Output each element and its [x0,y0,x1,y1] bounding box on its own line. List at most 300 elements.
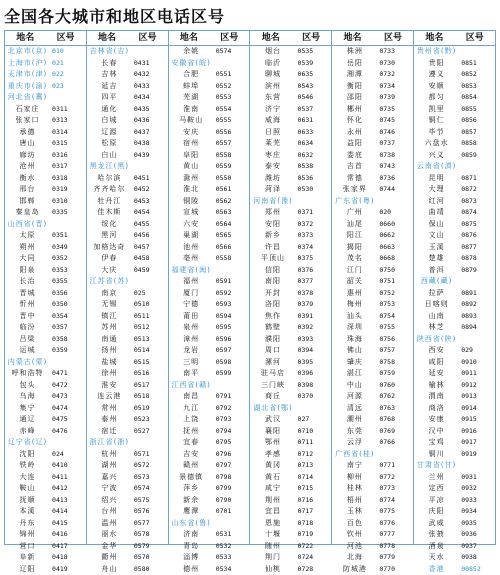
place-name: 菏泽 [250,184,295,196]
area-code: 0772 [377,472,413,484]
area-code: 0350 [50,299,86,311]
place-name: 黄山 [169,161,214,173]
table-row [87,380,168,392]
area-code: 027 [296,414,332,426]
table-row [332,426,413,438]
area-code: 0559 [214,161,250,173]
place-name: 吉安 [169,449,214,461]
place-name: 甘肃省(甘) [414,460,459,472]
area-code: 0762 [377,391,413,403]
area-code: 0316 [50,150,86,162]
province-header-row [332,449,413,461]
table-row [332,495,413,507]
place-name: 遵义 [414,69,459,81]
table-row [169,322,250,334]
area-code: 0710 [296,426,332,438]
place-name: 六安 [169,219,214,231]
table-row [250,184,331,196]
table-row [169,69,250,81]
place-name: 唐山 [5,138,50,150]
place-name: 黑河 [87,230,132,242]
area-code: 0527 [132,426,168,438]
place-name: 延吉 [87,81,132,93]
area-code: 0728 [296,564,332,575]
place-name: 铁岭 [5,460,50,472]
place-name: 临汾 [5,322,50,334]
table-row [250,219,331,231]
area-code: 0356 [50,288,86,300]
place-name: 锦州 [5,529,50,541]
area-code: 0635 [296,69,332,81]
header-name: 地名 [250,31,290,45]
place-name: 驻马店 [250,368,295,380]
table-row [414,138,495,150]
area-code: 0872 [459,184,495,196]
place-name: 渭南 [414,391,459,403]
table-row [5,334,86,346]
table-row [332,219,413,231]
place-name: 岳阳 [332,58,377,70]
province-header-row [414,46,495,58]
area-code: 0758 [377,357,413,369]
area-code: 0854 [459,92,495,104]
place-name: 阜阳 [169,150,214,162]
place-name: 抚顺 [5,495,50,507]
place-name: 辽宁省(辽) [5,437,50,449]
area-code [214,265,250,277]
table-row [332,127,413,139]
table-row [5,322,86,334]
area-code: 0763 [377,403,413,415]
table-row [332,265,413,277]
province-header-row [5,219,86,231]
table-row [414,357,495,369]
place-name: 合肥 [169,69,214,81]
place-name: 本溪 [5,506,50,518]
place-name: 宣城 [169,207,214,219]
place-name: 襄阳 [250,426,295,438]
area-code [459,334,495,346]
place-name: 临沂 [250,58,295,70]
place-name: 大理 [414,184,459,196]
area-code [377,196,413,208]
area-code: 0355 [50,276,86,288]
table-row [332,437,413,449]
table-row [250,334,331,346]
table-row [332,173,413,185]
place-name: 衡阳 [332,81,377,93]
area-code: 0413 [50,495,86,507]
place-name: 荆门 [250,552,295,564]
area-code: 0913 [459,391,495,403]
table-row [169,173,250,185]
place-name: 贵阳 [414,58,459,70]
table-row [169,104,250,116]
place-name: 防城港 [332,564,377,575]
area-code: 0553 [214,92,250,104]
table-row [5,495,86,507]
table-row [250,253,331,265]
table-row [5,460,86,472]
place-name: 秦皇岛 [5,207,50,219]
area-code [214,58,250,70]
area-code: 0719 [296,529,332,541]
area-code: 0853 [459,81,495,93]
header-name: 地名 [414,31,454,45]
table-row [87,506,168,518]
area-code: 0395 [296,357,332,369]
place-name: 朔州 [5,242,50,254]
area-code: 029 [459,345,495,357]
header-name: 地名 [332,31,372,45]
table-row [87,58,168,70]
table-row [87,207,168,219]
table-row [87,449,168,461]
table-row [87,403,168,415]
table-row [87,345,168,357]
place-name: 桂林 [332,483,377,495]
table-row [332,322,413,334]
table-row [332,403,413,415]
area-code: 0875 [459,219,495,231]
place-name: 萍乡 [169,483,214,495]
table-row [332,150,413,162]
table-row [87,460,168,472]
area-code: 0759 [377,368,413,380]
table-row [169,368,250,380]
table-row [5,242,86,254]
table-row [169,495,250,507]
table-row [250,242,331,254]
area-code [214,518,250,530]
table-row [250,472,331,484]
area-code: 0392 [296,322,332,334]
place-name: 恩施 [250,518,295,530]
place-name: 连云港 [87,391,132,403]
place-name: 拉萨 [414,288,459,300]
area-code: 0876 [459,230,495,242]
place-name: 西安 [414,345,459,357]
area-code: 0373 [296,230,332,242]
area-code: 0391 [296,311,332,323]
area-code: 0451 [132,173,168,185]
table-row [250,127,331,139]
area-code: 0523 [132,414,168,426]
area-code: 021 [50,58,86,70]
table-row [332,104,413,116]
table-row [414,368,495,380]
header-name: 地名 [169,31,209,45]
place-name: 鹤壁 [250,322,295,334]
area-code: 024 [50,449,86,461]
area-code: 0565 [214,230,250,242]
area-code: 0778 [377,541,413,553]
table-row [87,138,168,150]
table-row [169,46,250,58]
area-code: 0546 [296,92,332,104]
place-name: 湖州 [87,460,132,472]
place-name: 益阳 [332,138,377,150]
place-name: 南平 [169,368,214,380]
area-code: 0733 [377,46,413,58]
place-name: 伊春 [87,253,132,265]
area-code: 0563 [214,207,250,219]
table-row [250,58,331,70]
table-row [250,552,331,564]
place-name: 辽阳 [5,564,50,575]
area-code: 0773 [377,483,413,495]
place-name: 上海市(沪) [5,58,50,70]
place-name: 株洲 [332,46,377,58]
area-code: 0871 [459,173,495,185]
table-row [87,81,168,93]
area-code [132,437,168,449]
area-code: 0796 [214,449,250,461]
area-code: 0418 [50,552,86,564]
table-row [169,219,250,231]
place-name: 吉林省(吉) [87,46,132,58]
area-code: 0476 [50,426,86,438]
place-name: 江苏省(苏) [87,276,132,288]
area-code: 0746 [377,127,413,139]
place-name: 通辽 [5,414,50,426]
area-code [50,92,86,104]
table-row [332,380,413,392]
place-name: 集宁 [5,403,50,415]
table-row [87,311,168,323]
table-row [87,564,168,575]
place-name: 常德 [332,173,377,185]
place-name: 余姚 [169,46,214,58]
place-name: 盐城 [87,357,132,369]
area-code: 0579 [132,541,168,553]
area-code: 0938 [459,552,495,564]
place-name: 河北省(冀) [5,92,50,104]
area-code: 0572 [132,460,168,472]
area-code: 0511 [132,311,168,323]
place-name: 广州 [332,207,377,219]
table-row [250,414,331,426]
table-row [250,437,331,449]
area-code: 0732 [377,69,413,81]
table-row [87,92,168,104]
province-header-row [332,196,413,208]
table-column [250,31,332,544]
area-code: 0717 [296,506,332,518]
area-code: 0760 [377,380,413,392]
table-row [250,506,331,518]
place-name: 云南省(滇) [414,161,459,173]
place-name: 漳州 [169,334,214,346]
area-code: 0730 [377,58,413,70]
place-name: 安徽省(皖) [169,58,214,70]
table-row [250,138,331,150]
table-row [169,127,250,139]
province-header-row [169,380,250,392]
table-row [5,311,86,323]
place-name: 青岛 [169,541,214,553]
area-code: 0777 [377,529,413,541]
area-code: 0893 [459,311,495,323]
place-name: 内蒙古(蒙) [5,357,50,369]
table-row [332,357,413,369]
place-name: 白城 [87,115,132,127]
place-name: 深圳 [332,322,377,334]
area-code [50,219,86,231]
area-code: 0634 [296,138,332,150]
area-code: 0576 [132,506,168,518]
province-header-row [414,276,495,288]
province-header-row [169,265,250,277]
area-code: 0455 [132,219,168,231]
area-code: 0594 [214,311,250,323]
area-code: 0711 [296,437,332,449]
table-row [5,506,86,518]
table-row [332,518,413,530]
place-name: 武威 [414,518,459,530]
table-row [5,46,86,58]
area-code: 0797 [214,460,250,472]
area-code: 0533 [214,552,250,564]
area-code [132,46,168,58]
area-code: 0598 [214,357,250,369]
area-code: 0335 [50,207,86,219]
area-code: 0551 [214,69,250,81]
province-header-row [87,46,168,58]
area-code: 0891 [459,288,495,300]
area-code: 0311 [50,104,86,116]
table-row [414,173,495,185]
table-row [87,173,168,185]
table-column [169,31,251,544]
table-row [332,161,413,173]
table-row [332,299,413,311]
place-name: 宝鸡 [414,437,459,449]
place-name: 商丘 [250,391,295,403]
table-row [87,196,168,208]
place-name: 武汉 [250,414,295,426]
area-code: 022 [50,69,86,81]
place-name: 苏州 [87,322,132,334]
place-name: 惠州 [332,288,377,300]
table-row [414,449,495,461]
place-name: 淮北 [169,184,214,196]
area-code: 0516 [132,368,168,380]
place-name: 蚌埠 [169,81,214,93]
table-row [414,380,495,392]
area-code: 0597 [214,345,250,357]
area-code: 0734 [377,81,413,93]
table-row [332,138,413,150]
table-row [414,483,495,495]
place-name: 黄石 [250,472,295,484]
area-code: 0738 [377,150,413,162]
place-name: 揭阳 [332,242,377,254]
area-code [296,403,332,415]
area-code: 0575 [132,495,168,507]
table-row [250,299,331,311]
table-row [169,184,250,196]
place-name: 潮州 [332,414,377,426]
area-code: 0722 [296,541,332,553]
area-code [459,161,495,173]
table-row [5,58,86,70]
table-row [169,460,250,472]
place-name: 黑龙江(黑) [87,161,132,173]
area-code: 0631 [296,115,332,127]
table-row [169,207,250,219]
area-code [132,161,168,173]
table-row [414,541,495,553]
area-code: 0574 [132,483,168,495]
area-code: 0599 [214,368,250,380]
table-row [87,242,168,254]
place-name: 宿州 [169,138,214,150]
place-name: 台州 [87,506,132,518]
table-row [169,426,250,438]
place-name: 珠海 [332,334,377,346]
area-code: 0754 [377,311,413,323]
area-code: 0791 [214,391,250,403]
table-row [332,230,413,242]
place-name: 开封 [250,288,295,300]
table-row [250,449,331,461]
place-name: 上饶 [169,414,214,426]
table-row [332,368,413,380]
place-name: 廊坊 [5,150,50,162]
province-header-row [87,276,168,288]
table-row [414,69,495,81]
area-code: 0914 [459,403,495,415]
table-row [250,529,331,541]
area-code: 0859 [459,150,495,162]
area-code: 0377 [296,276,332,288]
table-row [250,460,331,472]
area-code: 0532 [214,541,250,553]
table-row [250,288,331,300]
area-code: 0919 [459,449,495,461]
area-code: 0352 [50,253,86,265]
place-name: 哈尔滨 [87,173,132,185]
place-name: 陕西省(陕) [414,334,459,346]
table-row [5,403,86,415]
table-row [5,104,86,116]
table-row [5,345,86,357]
area-code: 0515 [132,357,168,369]
table-row [169,81,250,93]
area-code: 0858 [459,138,495,150]
place-name: 天津市(津) [5,69,50,81]
column-header [414,31,495,46]
header-code: 区号 [209,31,249,45]
area-code: 0779 [377,552,413,564]
place-name: 芜湖 [169,92,214,104]
table-row [87,322,168,334]
table-row [332,541,413,553]
area-code: 0668 [377,253,413,265]
place-name: 日喀则 [414,299,459,311]
area-code: 0776 [377,518,413,530]
area-code: 0873 [459,196,495,208]
place-name: 潍坊 [250,173,295,185]
area-code: 0596 [214,334,250,346]
table-row [87,472,168,484]
place-name: 杭州 [87,449,132,461]
place-name: 铜川 [414,449,459,461]
place-name: 金华 [87,541,132,553]
table-row [414,242,495,254]
place-name: 鄂州 [250,437,295,449]
